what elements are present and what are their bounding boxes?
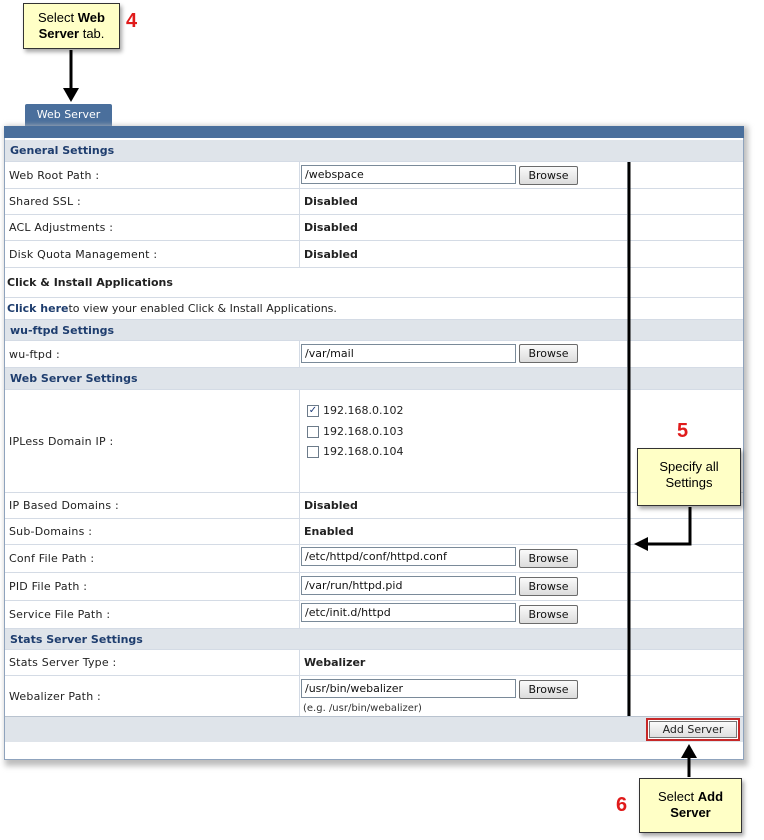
ip-option[interactable]	[307, 445, 403, 458]
shared-ssl-label: Shared SSL :	[5, 189, 300, 214]
callout-step-5: Specify all Settings	[637, 448, 741, 506]
conf-file-input[interactable]	[301, 547, 516, 566]
section-wu-ftpd-settings: wu-ftpd Settings	[5, 320, 743, 341]
webalizer-label: Webalizer Path :	[5, 676, 300, 716]
section-general-settings: General Settings	[5, 140, 743, 162]
step-number-6: 6	[616, 794, 628, 816]
disk-quota-label: Disk Quota Management :	[5, 241, 300, 267]
row-stats-server-type	[5, 650, 743, 676]
section-web-server-settings: Web Server Settings	[5, 368, 743, 390]
service-file-browse-button[interactable]: Browse	[519, 605, 578, 624]
add-server-button[interactable]	[646, 718, 740, 741]
ip-based-label: IP Based Domains :	[5, 493, 300, 518]
form-footer	[5, 716, 743, 742]
wu-ftpd-input[interactable]	[301, 344, 516, 363]
shared-ssl-value: Disabled	[301, 189, 628, 214]
acl-label: ACL Adjustments :	[5, 215, 300, 240]
ipless-label: IPLess Domain IP :	[5, 390, 300, 492]
click-install-title: Click & Install Applications	[5, 268, 743, 298]
ip-based-value: Disabled	[301, 493, 628, 518]
webalizer-input[interactable]	[301, 679, 516, 698]
web-root-browse-button[interactable]: Browse	[519, 166, 578, 185]
pid-file-input[interactable]	[301, 576, 516, 595]
section-stats-server-settings: Stats Server Settings	[5, 629, 743, 650]
ip-address: 192.168.0.104	[323, 445, 404, 458]
ip-option[interactable]	[307, 425, 403, 438]
webalizer-hint: (e.g. /usr/bin/webalizer)	[303, 703, 422, 714]
pid-file-browse-button[interactable]: Browse	[519, 577, 578, 596]
ip-option[interactable]	[307, 404, 403, 417]
ip-checkbox[interactable]	[307, 446, 319, 458]
ip-checkbox[interactable]	[307, 426, 319, 438]
click-here-link[interactable]: Click here	[7, 302, 69, 315]
step-number-5: 5	[677, 420, 689, 442]
wu-ftpd-browse-button[interactable]: Browse	[519, 344, 578, 363]
ip-address: 192.168.0.102	[323, 404, 404, 417]
conf-file-browse-button[interactable]: Browse	[519, 549, 578, 568]
sub-domains-value: Enabled	[301, 519, 628, 544]
stats-type-label: Stats Server Type :	[5, 650, 300, 675]
conf-file-label: Conf File Path :	[5, 545, 300, 572]
pid-file-label: PID File Path :	[5, 573, 300, 600]
tab-web-server[interactable]: Web Server	[25, 104, 112, 126]
row-sub-domains	[5, 519, 743, 545]
web-root-path-input[interactable]	[301, 165, 516, 184]
add-server-label: Add Server	[649, 721, 737, 738]
acl-value: Disabled	[301, 215, 628, 240]
service-file-input[interactable]	[301, 603, 516, 622]
sub-domains-label: Sub-Domains :	[5, 519, 300, 544]
click-install-row	[5, 298, 743, 320]
step-number-4: 4	[126, 10, 138, 32]
stats-type-value: Webalizer	[301, 650, 628, 675]
callout-step-6: Select Add Server	[639, 778, 742, 833]
disk-quota-value: Disabled	[301, 241, 628, 267]
callout-step-4: Select Web Server tab.	[23, 3, 120, 49]
web-root-path-label: Web Root Path :	[5, 162, 300, 188]
click-install-text: to view your enabled Click & Install Applications.	[68, 302, 337, 315]
row-ip-based-domains	[5, 493, 743, 519]
webalizer-browse-button[interactable]: Browse	[519, 680, 578, 699]
row-disk-quota	[5, 241, 743, 268]
wu-ftpd-label: wu-ftpd :	[5, 341, 300, 367]
service-file-label: Service File Path :	[5, 601, 300, 628]
ip-address: 192.168.0.103	[323, 425, 404, 438]
ip-checkbox[interactable]: ✓	[308, 404, 318, 416]
tab-bar	[4, 126, 744, 138]
row-acl-adjustments	[5, 215, 743, 241]
row-shared-ssl	[5, 189, 743, 215]
